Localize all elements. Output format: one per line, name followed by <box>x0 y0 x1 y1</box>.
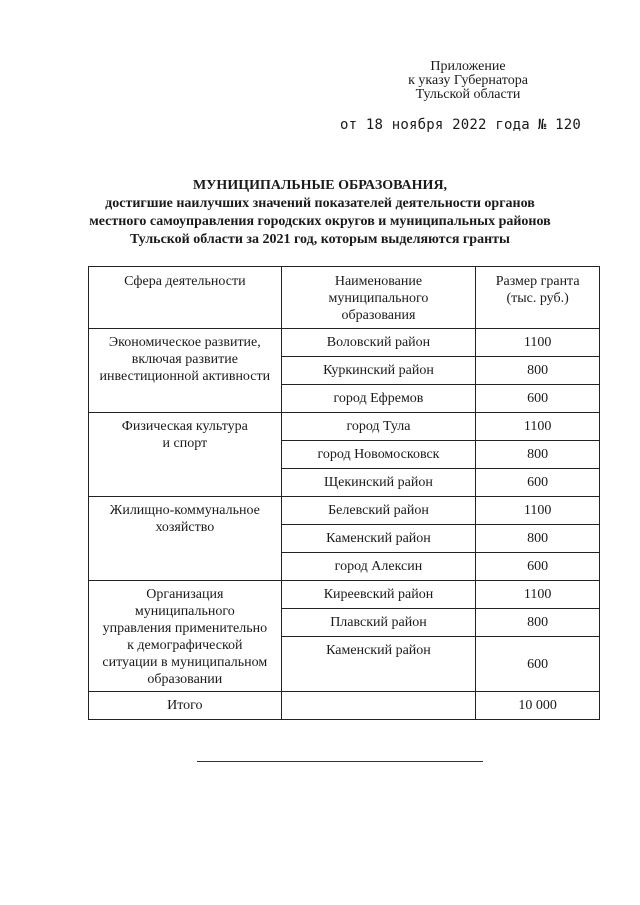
document-heading <box>70 177 570 249</box>
total-row <box>89 692 600 720</box>
municipality-cell: Белевский район <box>281 497 476 525</box>
header-municipality-line: образования <box>341 308 416 323</box>
header-municipality-line: муниципального <box>328 291 429 306</box>
sphere-line: к демографической <box>127 638 243 653</box>
municipality-cell: город Ефремов <box>281 385 476 413</box>
closing-divider <box>197 761 483 762</box>
municipality-cell: Куркинский район <box>281 357 476 385</box>
appendix-line-1: Приложение <box>430 59 506 74</box>
sphere-line: и спорт <box>162 436 208 451</box>
header-grant-amount <box>476 267 600 329</box>
sphere-line: муниципального <box>134 604 235 619</box>
decree-date: от 18 ноября 2022 года <box>340 117 530 133</box>
table-header-row <box>89 267 600 329</box>
header-grant-line: Размер гранта <box>495 274 580 289</box>
header-grant-line: (тыс. руб.) <box>506 291 569 306</box>
appendix-block <box>378 60 558 102</box>
header-sphere <box>89 267 282 329</box>
grant-cell: 600 <box>476 553 600 581</box>
header-municipality <box>281 267 476 329</box>
decree-number: № 120 <box>537 117 581 133</box>
municipality-cell: Каменский район <box>281 637 476 692</box>
grant-cell: 800 <box>476 357 600 385</box>
municipality-cell: город Алексин <box>281 553 476 581</box>
table-row <box>89 329 600 357</box>
total-municipality-empty <box>281 692 476 720</box>
grant-cell: 800 <box>476 525 600 553</box>
total-label: Итого <box>89 692 282 720</box>
sphere-cell <box>89 329 282 413</box>
header-sphere-text: Сфера деятельности <box>124 274 246 289</box>
grant-cell: 1100 <box>476 497 600 525</box>
grant-cell: 600 <box>476 385 600 413</box>
grant-cell: 800 <box>476 441 600 469</box>
table-row <box>89 413 600 441</box>
grant-cell: 600 <box>476 469 600 497</box>
municipality-cell: Плавский район <box>281 609 476 637</box>
decree-line <box>340 117 581 133</box>
sphere-line: Физическая культура <box>121 419 248 434</box>
sphere-cell <box>89 413 282 497</box>
municipality-cell: Каменский район <box>281 525 476 553</box>
sphere-cell <box>89 581 282 692</box>
total-grant: 10 000 <box>476 692 600 720</box>
table-row <box>89 497 600 525</box>
sphere-line: включая развитие <box>131 352 238 367</box>
sphere-line: Организация <box>146 587 224 602</box>
table-row <box>89 581 600 609</box>
municipality-cell: Воловский район <box>281 329 476 357</box>
sphere-line: Жилищно-коммунальное <box>109 503 260 518</box>
sphere-line: ситуации в муниципальном <box>102 655 268 670</box>
grant-cell: 1100 <box>476 581 600 609</box>
grant-cell: 1100 <box>476 329 600 357</box>
heading-line-3: местного самоуправления городских округов и муниципальных районов <box>89 214 551 229</box>
sphere-line: управления применительно <box>102 621 268 636</box>
appendix-line-3: Тульской области <box>415 87 521 102</box>
header-municipality-line: Наименование <box>334 274 423 289</box>
heading-line-2: достигшие наилучших значений показателей деятельности органов <box>105 196 535 211</box>
grant-cell: 1100 <box>476 413 600 441</box>
sphere-line: Экономическое развитие, <box>108 335 261 350</box>
sphere-line: хозяйство <box>155 520 215 535</box>
sphere-cell <box>89 497 282 581</box>
grant-cell: 800 <box>476 609 600 637</box>
appendix-line-2: к указу Губернатора <box>408 73 528 88</box>
municipality-cell: Киреевский район <box>281 581 476 609</box>
sphere-line: образовании <box>147 672 223 687</box>
municipality-cell: город Тула <box>281 413 476 441</box>
municipality-cell: город Новомосковск <box>281 441 476 469</box>
sphere-line: инвестиционной активности <box>99 369 271 384</box>
grant-cell: 600 <box>476 637 600 692</box>
heading-line-4: Тульской области за 2021 год, которым выделяются гранты <box>130 232 510 247</box>
grants-table <box>88 266 600 720</box>
municipality-cell: Щекинский район <box>281 469 476 497</box>
heading-line-1: МУНИЦИПАЛЬНЫЕ ОБРАЗОВАНИЯ, <box>192 178 448 193</box>
